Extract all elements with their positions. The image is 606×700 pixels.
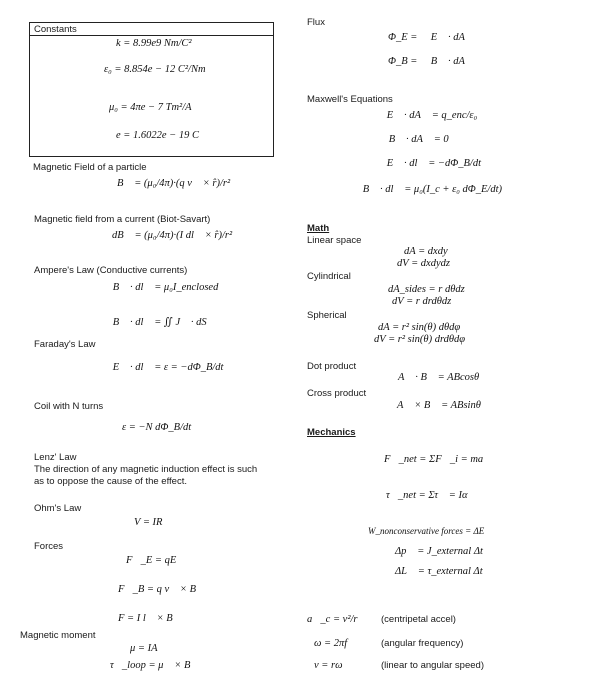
spherical-volume-eq: dV = r² sin(θ) drdθdφ	[374, 334, 466, 345]
ampere-label: Ampere's Law (Conductive currents)	[34, 265, 188, 276]
permittivity-constant: ε₀ = 8.854e − 12 C²/Nm	[104, 64, 206, 75]
impulse-eq: Δp⃗ = J_external Δt	[395, 546, 483, 557]
cylindrical-volume-eq: dV = r drdθdz	[392, 296, 452, 307]
linear-volume-eq: dV = dxdydz	[397, 258, 450, 269]
faraday-label: Faraday's Law	[34, 339, 96, 350]
mf-particle-eq: B⃗ = (μ₀/4π)·(q v⃗ × r̂)/r²	[117, 178, 231, 189]
faraday-eq: ∮ E⃗ · dl⃗ = ε = −dΦ_B/dt	[102, 362, 224, 373]
biot-savart-label: Magnetic field from a current (Biot-Savart)	[34, 214, 211, 225]
centripetal-eq: a⃗_c = v²/r	[307, 614, 358, 625]
biot-savart-eq: dB⃗ = (μ₀/4π)·(I dl⃗ × r̂)/r²	[112, 230, 233, 241]
forces-label: Forces	[34, 541, 64, 552]
magnetic-moment-eq: μ = IA	[130, 643, 158, 654]
maxwell-eq-4: ∮ B⃗ · dl⃗ = μ₀(I_c + ε₀ dΦ_E/dt)	[352, 184, 502, 195]
cylindrical-area-eq: dA_sides = r dθdz	[388, 284, 465, 295]
net-torque-eq: τ⃗_net = Στ⃗ = Iα⃗	[386, 490, 476, 501]
lenz-label: Lenz' Law	[34, 452, 77, 463]
elementary-charge: e = 1.6022e − 19 C	[116, 130, 199, 141]
ohm-eq: V = IR	[134, 517, 163, 528]
maxwell-eq-1: ∮ E⃗ · dA⃗ = q_enc/ε₀	[376, 110, 478, 121]
torque-loop-eq: τ⃗_loop = μ⃗ × B⃗	[110, 660, 199, 671]
coil-label: Coil with N turns	[34, 401, 104, 412]
constants-title: Constants	[34, 24, 77, 35]
ampere-eq-2: ∮ B⃗ · dl⃗ = ∬ J⃗ · dS⃗	[102, 317, 215, 328]
maxwell-eq-3: ∮ E⃗ · dl⃗ = −dΦ_B/dt	[376, 158, 481, 169]
magnetic-force-eq: F⃗_B = q v⃗ × B⃗	[118, 584, 205, 595]
linear-speed-note: (linear to angular speed)	[381, 660, 484, 671]
linear-area-eq: dA = dxdy	[404, 246, 448, 257]
maxwell-eq-2: ∮ B⃗ · dA⃗ = 0	[378, 134, 449, 145]
cylindrical-label: Cylindrical	[307, 271, 351, 282]
ohm-label: Ohm's Law	[34, 503, 82, 514]
ampere-eq-1: ∮ B⃗ · dl⃗ = μ₀I_enclosed	[102, 282, 219, 293]
math-label: Math	[307, 223, 330, 234]
linear-speed-eq: v = rω	[314, 660, 343, 671]
dot-product-eq: A⃗ · B⃗ = ABcosθ	[398, 372, 480, 383]
lenz-line-2: as to oppose the cause of the effect.	[34, 476, 187, 487]
spherical-area-eq: dA = r² sin(θ) dθdφ	[378, 322, 461, 333]
work-energy-eq: W_nonconservative forces = ΔE	[368, 526, 485, 536]
cross-product-label: Cross product	[307, 388, 367, 399]
centripetal-note: (centripetal accel)	[381, 614, 456, 625]
angular-frequency-note: (angular frequency)	[381, 638, 464, 649]
linear-space-label: Linear space	[307, 235, 362, 246]
maxwell-label: Maxwell's Equations	[307, 94, 393, 105]
mechanics-label: Mechanics	[307, 427, 356, 438]
current-force-eq: F = I l⃗ × B⃗	[118, 613, 181, 624]
electric-flux-eq: Φ_E = ∮ E⃗ · dA⃗	[388, 32, 474, 43]
angular-frequency-eq: ω = 2πf	[314, 638, 348, 649]
spherical-label: Spherical	[307, 310, 347, 321]
cross-product-eq: A⃗ × B⃗ = ABsinθ	[397, 400, 481, 411]
coulomb-constant: k = 8.99e9 Nm/C²	[116, 38, 192, 49]
permeability-constant: μ₀ = 4πe − 7 Tm²/A	[109, 102, 192, 113]
mf-particle-label: Magnetic Field of a particle	[33, 162, 147, 173]
coil-eq: ε = −N dΦ_B/dt	[122, 422, 192, 433]
magnetic-flux-eq: Φ_B = ∮ B⃗ · dA⃗	[388, 56, 474, 67]
flux-label: Flux	[307, 17, 325, 28]
newton-second-law-eq: F⃗_net = ΣF⃗_i = ma⃗	[384, 454, 492, 465]
electric-force-eq: F⃗_E = qE⃗	[126, 555, 185, 566]
lenz-line-1: The direction of any magnetic induction effect is such	[34, 464, 258, 475]
angular-impulse-eq: ΔL⃗ = τ_external Δt	[395, 566, 483, 577]
dot-product-label: Dot product	[307, 361, 357, 372]
magnetic-moment-label: Magnetic moment	[20, 630, 96, 641]
